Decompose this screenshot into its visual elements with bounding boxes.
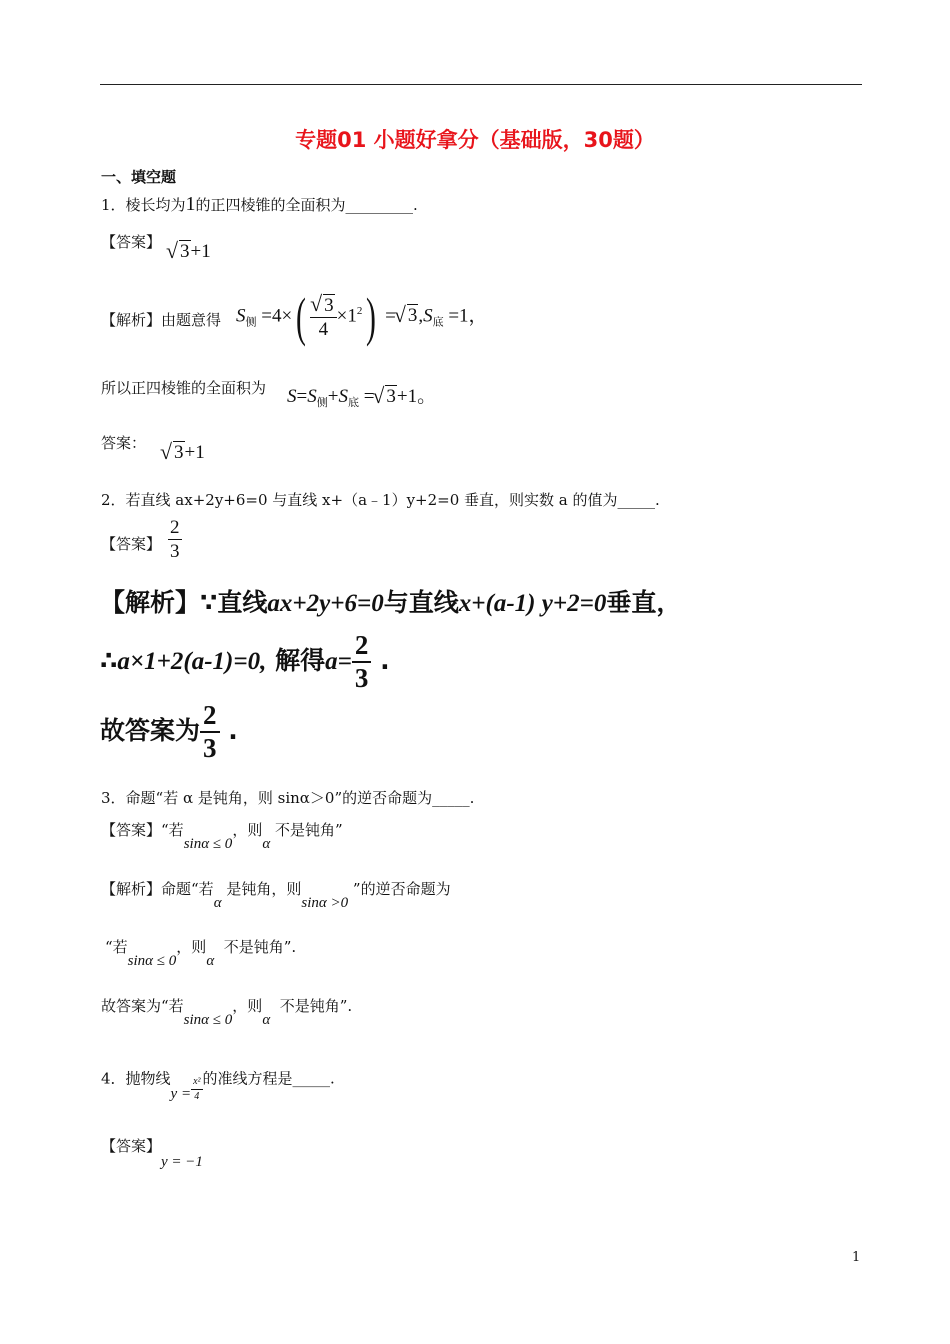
q1-analysis-line2: 所以正四棱锥的全面积为 — [101, 379, 267, 397]
q3-answer: 【答案】“若sinα ≤ 0，则α 不是钝角” — [101, 821, 343, 852]
q1-analysis-formula: $S_侧 =4\times$( √ $\frac{3}{4}$ $\times 1^2$) =√ $3,S_底 =1$， — [236, 290, 488, 344]
section-heading: 一、填空题 — [101, 168, 177, 186]
q2-stem: 2．若直线 ax+2y+6=0 与直线 x+（a﹣1）y+2=0 垂直，则实数 a 的值为_____. — [101, 491, 660, 509]
q1-final-answer-label: 答案： — [101, 434, 147, 452]
q2-answer-label: 【答案】 — [101, 535, 162, 553]
q2-analysis-line3: 故答案为 $\frac{2}{3}$ . — [100, 700, 238, 763]
q2-analysis-line2: ∴a×1+2(a-1)=0, 解得a= $\frac{2}{3}$ . — [100, 630, 390, 693]
page-number: 1 — [852, 1250, 861, 1265]
q1-analysis-label: 【解析】由题意得 — [101, 311, 222, 329]
q3-analysis-line1: 【解析】命题“若α 是钝角，则sinα >0 ”的逆否命题为 — [101, 880, 451, 911]
q4-stem: 4．抛物线y = $\frac{\text{x²}}{4}$ 的准线方程是_____. — [101, 1069, 335, 1102]
q1-answer: √ 3+1 — [168, 241, 211, 263]
q1-analysis-line2-formula: $S=S_侧+S_底$ =√ 3+1。 — [287, 381, 436, 410]
q3-analysis-line2: “若sinα ≤ 0，则α 不是钝角”. — [105, 938, 297, 969]
q1-final-answer: √ 3+1 — [162, 442, 205, 464]
q1-answer-label: 【答案】 — [101, 233, 162, 251]
header-rule — [100, 84, 862, 85]
page-title: 专题01 小题好拿分（基础版，30题） — [295, 128, 655, 152]
q2-answer: $\frac{2}{3}$ — [170, 517, 180, 562]
q3-stem: 3．命题“若 α 是钝角，则 sinα＞0”的逆否命题为_____. — [101, 789, 475, 807]
q2-analysis-line1: 【解析】∵直线ax+2y+6=0与直线x+(a-1) y+2=0垂直， — [100, 588, 682, 617]
q1-stem: 1．棱长均为1的正四棱锥的全面积为_________. — [101, 193, 418, 215]
q4-answer: 【答案】y = −1 — [101, 1137, 203, 1170]
q3-analysis-line3: 故答案为“若sinα ≤ 0，则α 不是钝角”. — [101, 997, 353, 1028]
